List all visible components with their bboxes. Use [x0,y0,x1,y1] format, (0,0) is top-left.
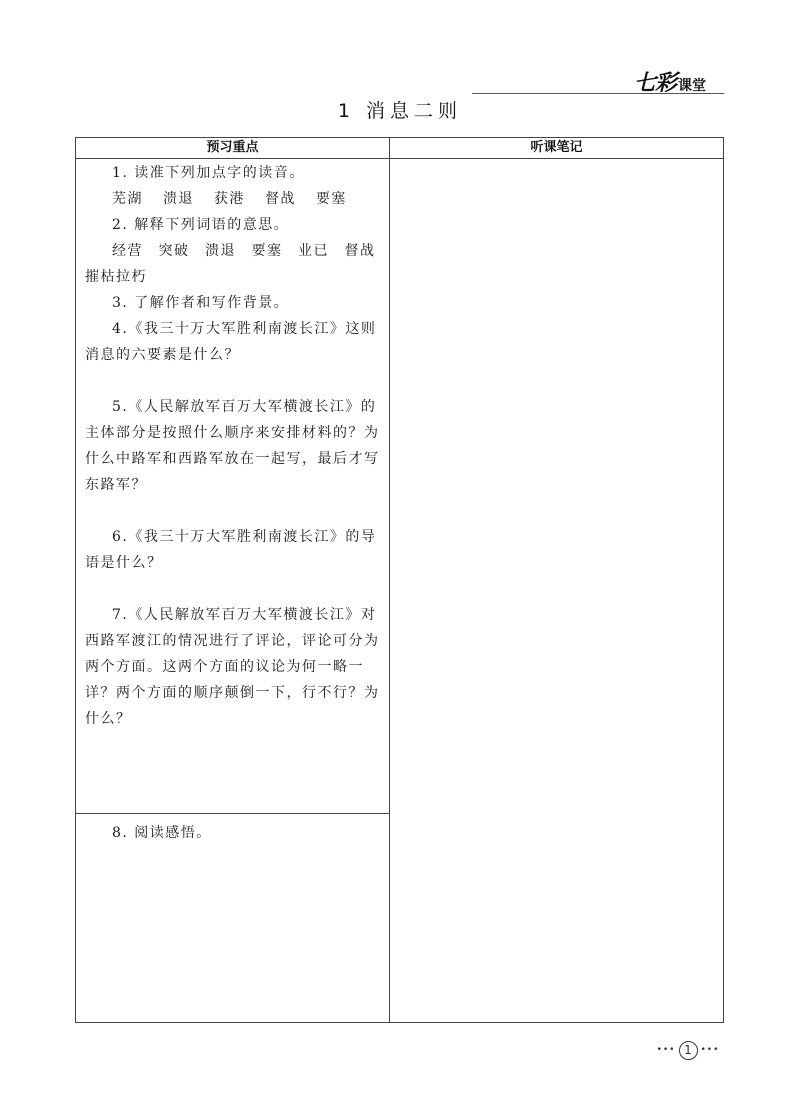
question-1: 1. 读准下列加点字的读音。 [112,165,305,181]
word-item: 溃退 [162,191,194,207]
question-3: 3. 了解作者和写作背景。 [112,295,290,311]
question-4: 4.《我三十万大军胜利南渡长江》这则消息的六要素是什么？ [85,321,377,363]
notes-header: 听课笔记 [530,140,583,155]
logo-text-sub: 课堂 [678,78,707,94]
header-row-rule [76,158,723,159]
word-item: 要塞 [315,191,347,207]
question-7: 7.《人民解放军百万大军横渡长江》对西路军渡江的情况进行了评论，评论可分为两个方面。这两个方面的议论为何一略一详？两个方面的顺序颠倒一下，行不行？为什么？ [85,607,380,727]
dots-decoration: ••• [700,1045,720,1055]
dots-decoration: ••• [656,1045,676,1055]
page-number-value: 1 [679,1041,698,1060]
preview-header: 预习重点 [206,140,259,155]
pronunciation-words [85,186,381,212]
word-item: 芜湖 [112,191,143,207]
column-divider [389,138,390,1022]
page-title: 1 消息二则 [337,100,463,122]
worksheet-table [75,137,724,1023]
header-rule [472,93,724,94]
page-number [651,1040,725,1060]
question-5: 5.《人民解放军百万大军横渡长江》的主体部分是按照什么顺序来安排材料的？为什么中路军和西路军放在一起写，最后才写东路军？ [85,399,380,493]
section-rule [76,813,389,814]
question-6: 6.《我三十万大军胜利南渡长江》的导语是什么？ [85,529,377,571]
preview-column [85,160,391,732]
logo-text-main: 七彩 [634,70,677,96]
question-8: 8. 阅读感悟。 [112,825,212,841]
word-item: 获港 [213,191,245,207]
vocabulary-words: 经营 突破 溃退 要塞 业已 督战 摧枯拉朽 [85,243,391,285]
question-2: 2. 解释下列词语的意思。 [112,217,290,233]
word-item: 督战 [264,191,296,207]
publisher-logo [634,70,726,94]
